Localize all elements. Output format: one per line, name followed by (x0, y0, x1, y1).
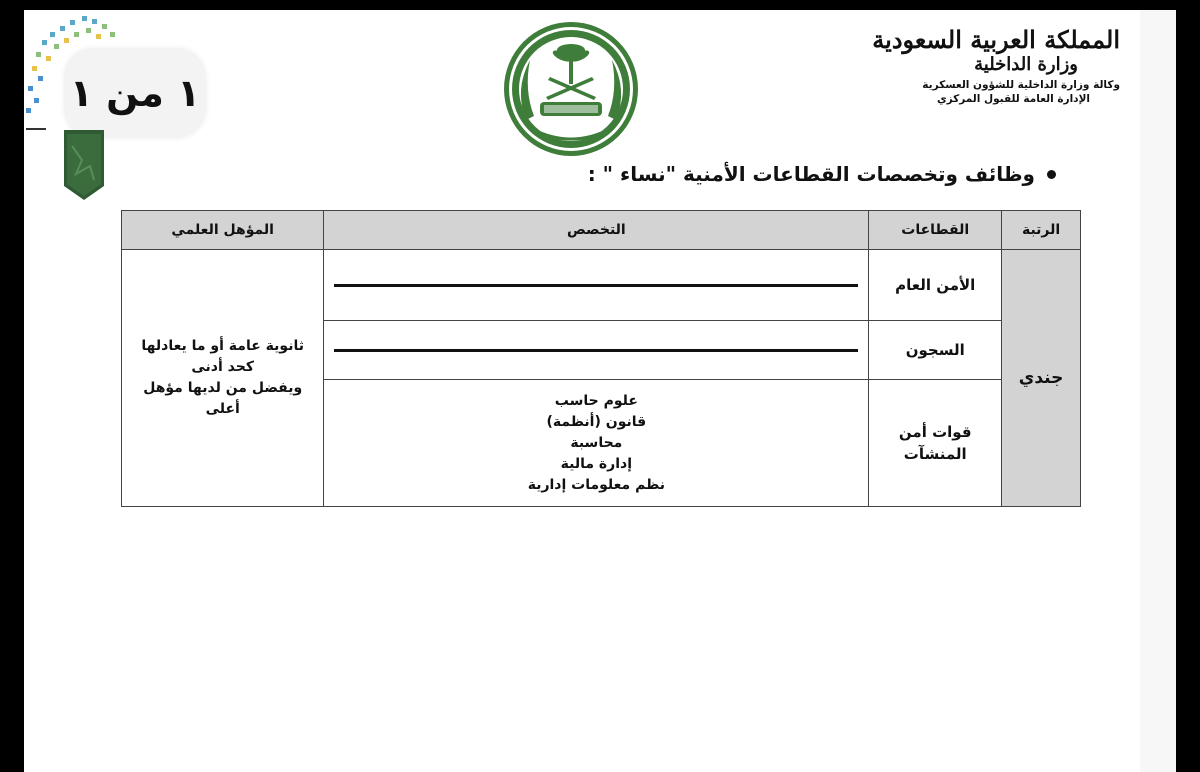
qualification-line: ويفضل من لديها مؤهل (143, 380, 303, 396)
sector-cell: الأمن العام (869, 250, 1002, 321)
empty-line (334, 349, 858, 352)
table-header-row (122, 211, 1081, 250)
header-sector: القطاعات (869, 211, 1002, 250)
shield-icon (64, 130, 104, 200)
specialization-item: إدارة مالية (560, 455, 633, 472)
divider (26, 128, 46, 130)
rank-cell: جندي (1002, 250, 1081, 507)
qualification-line: كحد أدنى (191, 359, 254, 375)
header-specialization: التخصص (324, 211, 869, 250)
specialization-item: محاسبة (570, 434, 623, 451)
ministry-emblem (500, 20, 642, 158)
jobs-table (121, 210, 1081, 507)
sector-cell: قوات أمن المنشآت (869, 380, 1002, 507)
specialization-item: علوم حاسب (554, 392, 638, 409)
document-page (24, 10, 1176, 772)
qualification-line: أعلى (205, 401, 240, 417)
sector-cell: السجون (869, 321, 1002, 380)
qualification-line: ثانوية عامة أو ما يعادلها (141, 338, 304, 354)
specialization-item: نظم معلومات إدارية (527, 476, 665, 493)
page-indicator: ١ من ١ (64, 48, 206, 138)
ministry-name: وزارة الداخلية (974, 54, 1078, 75)
specialization-cell (324, 380, 869, 507)
qualification-cell (122, 250, 324, 507)
header-qualification: المؤهل العلمي (122, 211, 324, 250)
heading-text: وظائف وتخصصات القطاعات الأمنية "نساء " : (587, 162, 1035, 186)
empty-line (334, 284, 858, 287)
bullet-icon (1047, 170, 1056, 179)
specialization-cell (324, 321, 869, 380)
organization-header (860, 26, 1120, 106)
section-heading (588, 162, 1056, 186)
specialization-item: قانون (أنظمة) (546, 413, 647, 430)
page-edge (1140, 10, 1176, 772)
specialization-cell (324, 250, 869, 321)
header-rank: الرتبة (1002, 211, 1081, 250)
agency-name: وكالة وزارة الداخلية للشؤون العسكرية (922, 79, 1120, 91)
department-name: الإدارة العامة للقبول المركزي (936, 93, 1090, 105)
kingdom-name: المملكة العربية السعودية (872, 25, 1120, 54)
table-row (122, 250, 1081, 321)
